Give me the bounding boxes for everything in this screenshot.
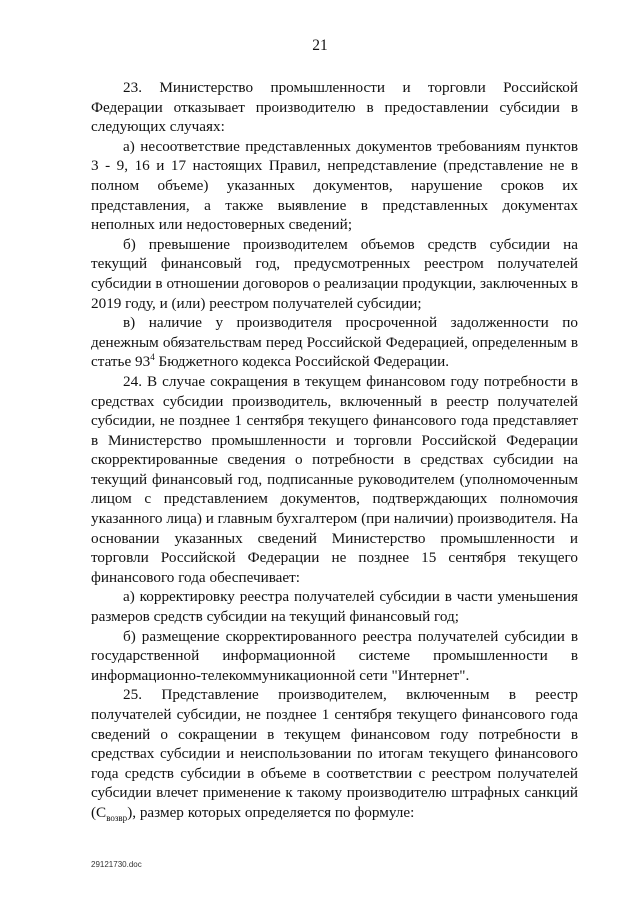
paragraph-25-text: 25. Представление производителем, включенным в реестр получателей субсидии, не позднее 1 сентября текущего финансового года сведений о сокращении в текущем финансовом году потребности в средствах субсидии и неиспользовании по итогам текущего финансового года средств субсидии в объеме в соответствии с реестром получателей субсидии влечет применение к такому производителю штрафных санкций (С	[91, 686, 578, 821]
paragraph-23-v-tail: Бюджетного кодекса Российской Федерации.	[154, 353, 450, 371]
paragraph-23-b: б) превышение производителем объемов средств субсидии на текущий финансовый год, предусмотренных реестром получателей субсидии в отношении договоров о реализации продукции, заключенных в 2019 году, и (или) реестром получателей субсидии;	[91, 235, 578, 312]
paragraph-23-a: а) несоответствие представленных документов требованиям пунктов 3 - 9, 16 и 17 настоящих Правил, непредставление (представление не в полном объеме) указанных документов, нарушение сроков их представления, а также выявление в представленных документах неполных или недостоверных сведений;	[91, 137, 578, 234]
document-body	[91, 78, 578, 823]
paragraph-25-tail: ), размер которых определяется по формуле:	[127, 803, 415, 821]
footer-filename: 29121730.doc	[91, 860, 142, 869]
article-superscript: 4	[150, 352, 155, 363]
paragraph-24: 24. В случае сокращения в текущем финансовом году потребности в средствах субсидии производитель, включенный в реестр получателей субсидии, не позднее 1 сентября текущего финансового года представляет в Министерство промышленности и торговли Российской Федерации скорректированные сведения о потребности в средствах субсидии на текущий финансовый год, подписанные руководителем (уполномоченным лицом с представлением документов, подтверждающих полномочия указанного лица) и главным бухгалтером (при наличии) производителя. На основании указанных сведений Министерство промышленности и торговли Российской Федерации не позднее 15 сентября текущего финансового года обеспечивает:	[91, 372, 578, 586]
penalty-subscript: возвр	[106, 813, 128, 823]
paragraph-23-v-text: в) наличие у производителя просроченной задолженности по денежным обязательствам перед Российской Федерацией, определенным в статье 93	[91, 314, 578, 371]
paragraph-23-v	[91, 313, 578, 372]
paragraph-23: 23. Министерство промышленности и торговли Российской Федерации отказывает производителю в предоставлении субсидии в следующих случаях:	[91, 79, 578, 136]
paragraph-25	[91, 685, 578, 822]
page-number: 21	[312, 37, 328, 54]
paragraph-24-b: б) размещение скорректированного реестра получателей субсидии в государственной информационной системе промышленности в информационно-телекоммуникационной сети "Интернет".	[91, 627, 578, 684]
paragraph-24-a: а) корректировку реестра получателей субсидии в части уменьшения размеров средств субсидии на текущий финансовый год;	[91, 588, 578, 626]
